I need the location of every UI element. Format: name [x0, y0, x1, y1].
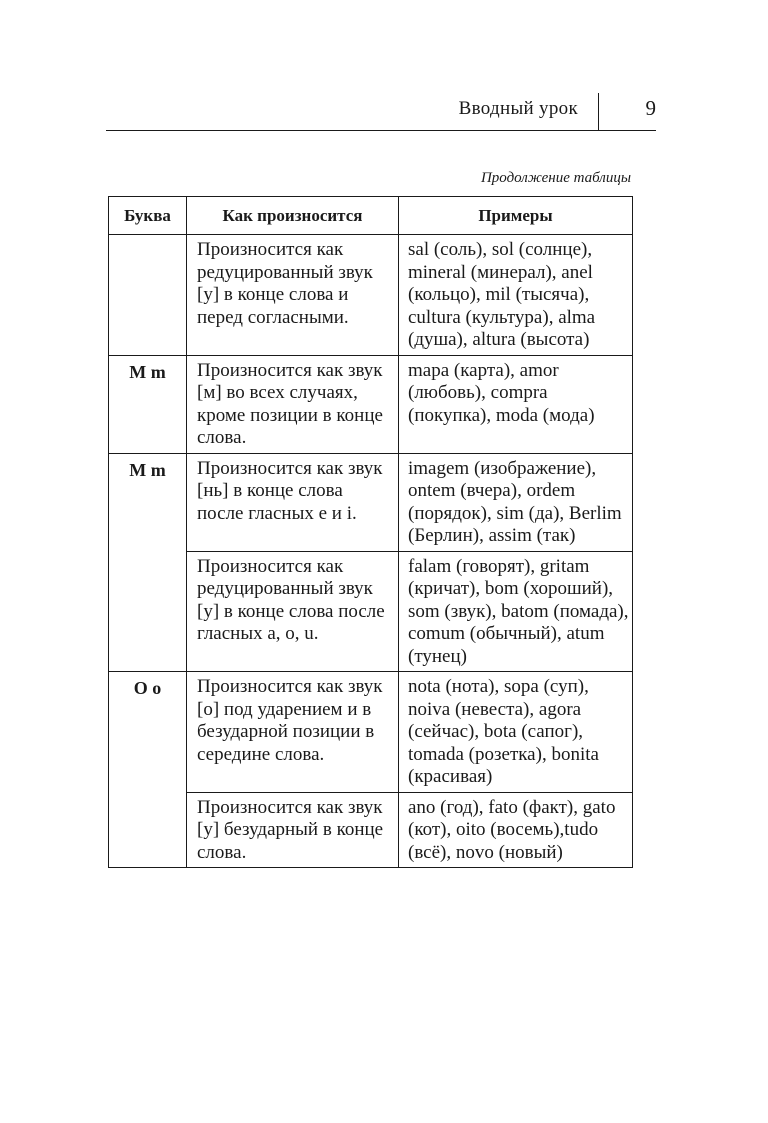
table-row [109, 235, 633, 356]
pronunciation-table [108, 196, 633, 868]
running-header [106, 92, 656, 131]
header-divider [598, 93, 599, 130]
letter-cell: M m [109, 355, 187, 453]
examples-cell: imagem (изображение), ontem (вчера), ordem (порядок), sim (да), Berlim (Берлин), assim (так) [399, 453, 633, 551]
table-header-row [109, 197, 633, 235]
header-letter: Буква [109, 197, 187, 235]
table-row [109, 355, 633, 453]
table-row [109, 551, 633, 672]
examples-cell: falam (говорят), gritam (кричат), bom (хороший), som (звук), batom (помада), comum (обычный), atum (тунец) [399, 551, 633, 672]
page-number: 9 [645, 96, 656, 120]
header-examples: Примеры [399, 197, 633, 235]
pronunciation-cell: Произносится как редуцированный звук [у] в конце слова и перед согласными. [187, 235, 399, 356]
letter-cell: M m [109, 453, 187, 551]
table-row [109, 792, 633, 868]
pronunciation-cell: Произносится как звук [м] во всех случаях, кроме позиции в конце слова. [187, 355, 399, 453]
pronunciation-cell: Произносится как звук [o] под ударением и в безударной позиции в середине слова. [187, 672, 399, 793]
pronunciation-cell: Произносится как звук [нь] в конце слова после гласных e и i. [187, 453, 399, 551]
letter-cell: O o [109, 672, 187, 793]
table-caption: Продолжение таблицы [480, 170, 631, 186]
table-row [109, 672, 633, 793]
pronunciation-cell: Произносится как редуцированный звук [у] в конце слова после гласных a, o, u. [187, 551, 399, 672]
table-row [109, 453, 633, 551]
examples-cell: ano (год), fato (факт), gato (кот), oito (восемь),tudo (всё), novo (новый) [399, 792, 633, 868]
examples-cell: sal (соль), sol (солнце), mineral (минерал), anel (кольцо), mil (тысяча), cultura (культура), alma (душа), altura (высота) [399, 235, 633, 356]
header-pronunciation: Как произносится [187, 197, 399, 235]
examples-cell: mapa (карта), amor (любовь), compra (покупка), moda (мода) [399, 355, 633, 453]
chapter-title: Вводный урок [458, 98, 578, 119]
pronunciation-cell: Произносится как звук [у] безударный в конце слова. [187, 792, 399, 868]
letter-cell [109, 235, 187, 356]
letter-cell [109, 551, 187, 672]
examples-cell: nota (нота), sopa (суп), noiva (невеста), agora (сейчас), bota (сапог), tomada (розетка), bonita (красивая) [399, 672, 633, 793]
letter-cell [109, 792, 187, 868]
